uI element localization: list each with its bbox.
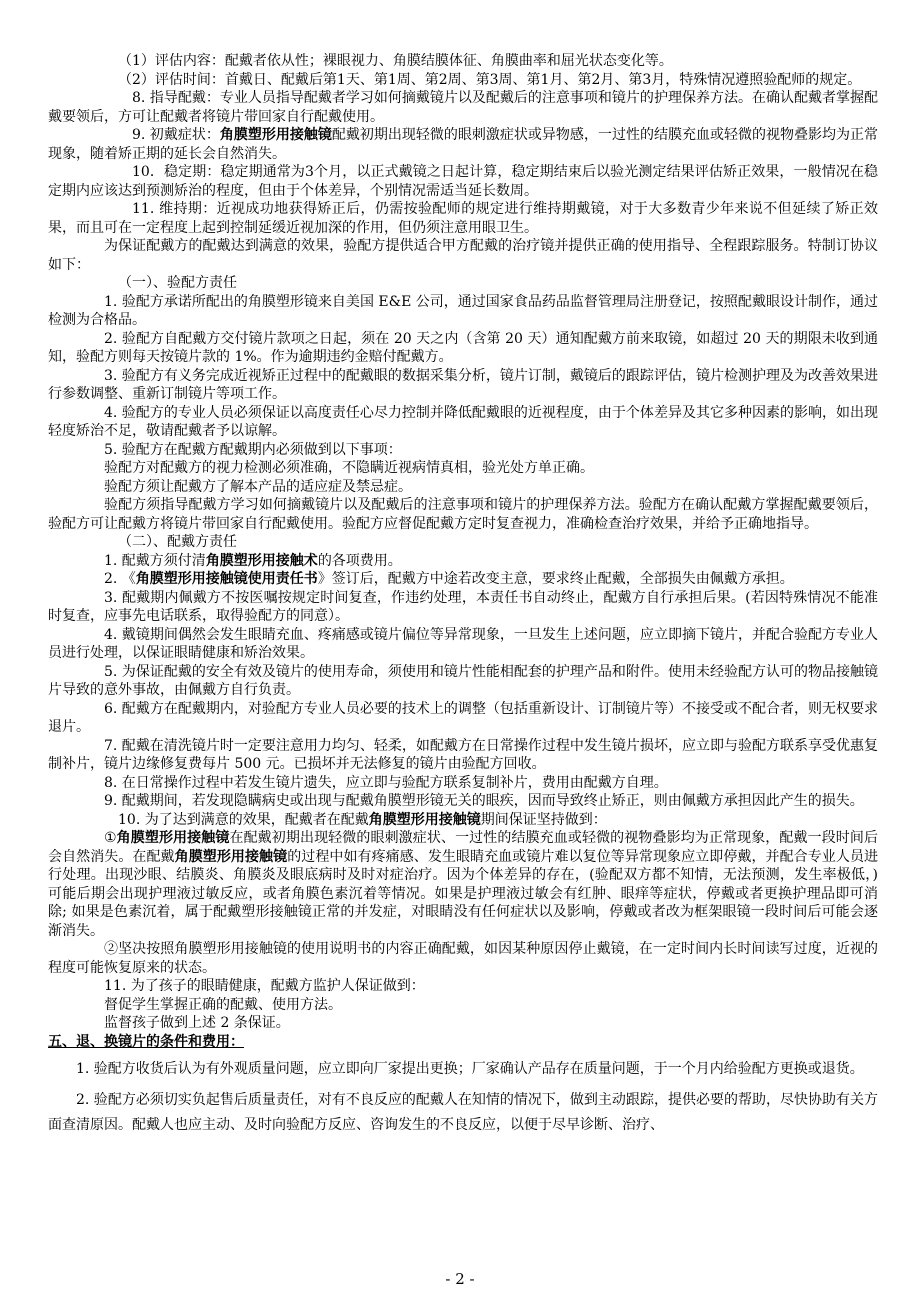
- paragraph: [48, 496, 878, 533]
- text-run: 11. 维持期：近视成功地获得矫正后，仍需按验配师的规定进行维持期戴镜，对于大多数青少年来说不但延续了矫正效果，而且可在一定程度上起到控制延缓近视加深的作用，但仍须注意用眼卫生。: [48, 201, 878, 236]
- text-run: 9. 初戴症状：: [132, 127, 220, 143]
- paragraph: [48, 126, 878, 163]
- bold-term: 五、退、换镜片的条件和费用：: [48, 1033, 244, 1050]
- text-run: （一）、验配方责任: [118, 275, 237, 291]
- text-run: 验配方须指导配戴方学习如何摘戴镜片以及配戴后的注意事项和镜片的护理保养方法。验配方在确认配戴方掌握配戴要领后，验配方可让配戴方将镜片带回家自行配戴使用。验配方应督促配戴方定时复查视力，准确检查治疗效果，并给予正确地指导。: [48, 497, 878, 532]
- text-run: 》签订后，配戴方中途若改变主意，要求终止配戴，全部损失由佩戴方承担。: [317, 571, 794, 587]
- paragraph: [48, 570, 878, 589]
- paragraph: [48, 940, 878, 977]
- text-run: 9. 配戴期间，若发现隐瞒病史或出现与配戴角膜塑形镜无关的眼疾，因而导致终止矫正，则由佩戴方承担因此产生的损失。: [104, 793, 864, 809]
- paragraph: [48, 829, 878, 940]
- paragraph: [48, 552, 878, 571]
- paragraph: [48, 237, 878, 274]
- paragraph: [48, 200, 878, 237]
- paragraph: [48, 663, 878, 700]
- text-run: 8. 在日常操作过程中若发生镜片遗失，应立即与验配方联系复制补片，费用由配戴方自理。: [104, 774, 668, 791]
- paragraph: [48, 89, 878, 126]
- text-run: （二）、配戴方责任: [118, 534, 237, 550]
- text-run: 验配方对配戴方的视力检测必须准确，不隐瞒近视病情真相，验光处方单正确。: [104, 460, 594, 476]
- text-run: 督促学生掌握正确的配戴、使用方法。: [104, 996, 342, 1013]
- paragraph: [48, 589, 878, 626]
- paragraph: [48, 1057, 878, 1082]
- text-run: 的过程中如有疼痛感、发生眼睛充血或镜片难以复位等异常现象应立即停戴，并配合专业人员进行处理。出现沙眼、结膜炎、角膜炎及眼底病时及时对症治疗。因为个体差异的存在，(验配双方都不知情，无法预测，发生率极低，) 可能后期会出现护理液过敏反应，或者角膜色素沉着等情况。如果是护理液过敏会有红肿、眼痒等症状，停戴或者更换护理品即可消除; 如果是色素沉着，属于配戴塑形接触镜正常的并发症，对眼睛没有任何症状以及影响，停戴或者改为框架眼镜一段时间后可能会逐渐消失。: [48, 848, 879, 939]
- text-run: 11. 为了孩子的眼睛健康，配戴方监护人保证做到：: [104, 978, 425, 994]
- bold-term: 角膜塑形用接触镜使用责任书: [135, 571, 318, 587]
- text-run: 期间保证坚持做到：: [480, 811, 607, 828]
- paragraph: [48, 737, 878, 774]
- text-run: 2. 《: [104, 571, 136, 587]
- paragraph: [48, 71, 878, 90]
- text-run: 为保证配戴方的配戴达到满意的效果，验配方提供适合甲方配戴的治疗镜并提供正确的使用指导、全程跟踪服务。特制订协议如下：: [48, 238, 878, 273]
- text-run: 验配方须让配戴方了解本产品的适应症及禁忌症。: [104, 478, 412, 495]
- bold-term: 角膜塑形用接触镜: [116, 830, 230, 846]
- text-run: 3. 验配方有义务完成近视矫正过程中的配戴眼的数据采集分析，镜片订制，戴镜后的跟踪评估，镜片检测护理及为改善效果进行参数调整、重新订制镜片等项工作。: [48, 367, 878, 402]
- text-run: 5. 为保证配戴的安全有效及镜片的使用寿命，须使用和镜片性能相配套的护理产品和附件。使用未经验配方认可的物品接触镜片导致的意外事故，由佩戴方自行负责。: [48, 663, 878, 698]
- paragraph: [48, 274, 878, 293]
- text-run: 1. 配戴方须付清: [104, 552, 206, 569]
- paragraph: [48, 330, 878, 367]
- text-run: 4. 验配方的专业人员必须保证以高度责任心尽力控制并降低配戴眼的近视程度，由于个体差异及其它多种因素的影响，如出现轻度矫治不足，敬请配戴者予以谅解。: [48, 404, 878, 439]
- text-run: 2. 验配方自配戴方交付镜片款项之日起，须在 20 天之内（含第 20 天）通知配戴方前来取镜，如超过 20 天的期限未收到通知，验配方则每天按镜片款的 1%。作为逾期违约金赔付配戴方。: [48, 330, 878, 365]
- text-run: 7. 配戴在清洗镜片时一定要注意用力均匀、轻柔，如配戴方在日常操作过程中发生镜片损坏，应立即与验配方联系享受优惠复制补片，镜片边缘修复费每片 500 元。已损坏并无法修复的镜片由验配方回收。: [48, 737, 878, 772]
- text-run: （2）评估时间：首戴日、配戴后第1天、第1周、第2周、第3周、第1月、第2月、第3月，特殊情况遵照验配师的规定。: [118, 71, 862, 88]
- paragraph: [48, 404, 878, 441]
- paragraph: [48, 1014, 878, 1033]
- paragraph: [48, 441, 878, 460]
- text-run: 8. 指导配戴：专业人员指导配戴者学习如何摘戴镜片以及配戴后的注意事项和镜片的护理保养方法。在确认配戴者掌握配戴要领后，方可让配戴者将镜片带回家自行配戴使用。: [48, 90, 878, 125]
- paragraph: [48, 1088, 878, 1138]
- text-run: 3. 配戴期内佩戴方不按医嘱按规定时间复查，作违约处理，本责任书自动终止，配戴方自行承担后果。(若因特殊情况不能准时复查，应事先电话联系，取得验配方的同意）。: [48, 589, 878, 624]
- paragraph: [48, 792, 878, 811]
- paragraph: [48, 626, 878, 663]
- paragraph: [48, 478, 878, 497]
- paragraph: [48, 811, 878, 830]
- text-run: （1）评估内容：配戴者依从性；裸眼视力、角膜结膜体征、角膜曲率和屈光状态变化等。: [118, 53, 673, 69]
- text-run: 6. 配戴方在配戴期内，对验配方专业人员必要的技术上的调整（包括重新设计、订制镜片等）不接受或不配合者，则无权要求退片。: [48, 700, 878, 735]
- paragraph: [48, 293, 878, 330]
- text-run: 2. 验配方必须切实负起售后质量责任，对有不良反应的配戴人在知情的情况下，做到主动跟踪，提供必要的帮助，尽快协助有关方面查清原因。配戴人也应主动、及时向验配方反应、咨询发生的不良反应，以便于尽早诊断、治疗、: [48, 1092, 878, 1133]
- paragraph: [48, 52, 878, 71]
- text-run: ①: [104, 830, 117, 846]
- text-run: 1. 验配方收货后认为有外观质量问题，应立即向厂家提出更换；厂家确认产品存在质量问题，于一个月内给验配方更换或退货。: [76, 1061, 864, 1077]
- paragraph: [48, 367, 878, 404]
- paragraph: [48, 774, 878, 793]
- text-run: 4. 戴镜期间偶然会发生眼睛充血、疼痛感或镜片偏位等异常现象，一旦发生上述问题，应立即摘下镜片，并配合验配方专业人员进行处理，以保证眼睛健康和矫治效果。: [48, 626, 878, 661]
- paragraph: [48, 996, 878, 1015]
- page-number: - 2 -: [445, 1270, 475, 1288]
- text-run: 1. 验配方承诺所配出的角膜塑形镜来自美国 E&E 公司，通过国家食品药品监督管理局注册登记，按照配戴眼设计制作，通过检测为合格品。: [48, 293, 878, 328]
- text-run: 配戴初期出现轻微的眼刺激症状或异物感，一过性的结膜充血或轻微的视物叠影均为正常现象，随着矫正期的延长会自然消失。: [48, 127, 879, 162]
- paragraph: [48, 533, 878, 552]
- text-run: ②坚决按照角膜塑形用接触镜的使用说明书的内容正确配戴，如因某种原因停止戴镜，在一定时间内长时间读写过度，近视的程度可能恢复原来的状态。: [48, 941, 878, 976]
- bold-term: 角膜塑形用接触镜: [368, 811, 481, 828]
- bold-term: 角膜塑形用接触镜: [174, 848, 288, 865]
- text-run: 的各项费用。: [317, 552, 402, 569]
- text-run: 10. 为了达到满意的效果，配戴者在配戴: [118, 811, 369, 828]
- paragraph: [48, 700, 878, 737]
- paragraph: [48, 163, 878, 200]
- bold-term: 角膜塑形用接触术: [205, 552, 318, 569]
- paragraph: [48, 459, 878, 478]
- text-run: 5. 验配方在配戴方配戴期内必须做到以下事项：: [104, 441, 402, 458]
- text-run: 10．稳定期：稳定期通常为3个月，以正式戴镜之日起计算，稳定期结束后以验光测定结果评估矫正效果，一般情况在稳定期内应该达到预测矫治的程度，但由于个体差异，个别情况需适当延长数周。: [48, 164, 878, 199]
- paragraph: [48, 977, 878, 996]
- text-run: 在配戴初期出现轻微的眼刺激症状、一过性的结膜充血或轻微的视物叠影均为正常现象，配戴一段时间后会自然消失。在配戴: [48, 830, 878, 865]
- text-run: 监督孩子做到上述 2 条保证。: [104, 1015, 290, 1031]
- section-heading: [48, 1033, 878, 1052]
- bold-term: 角膜塑形用接触镜: [219, 127, 332, 143]
